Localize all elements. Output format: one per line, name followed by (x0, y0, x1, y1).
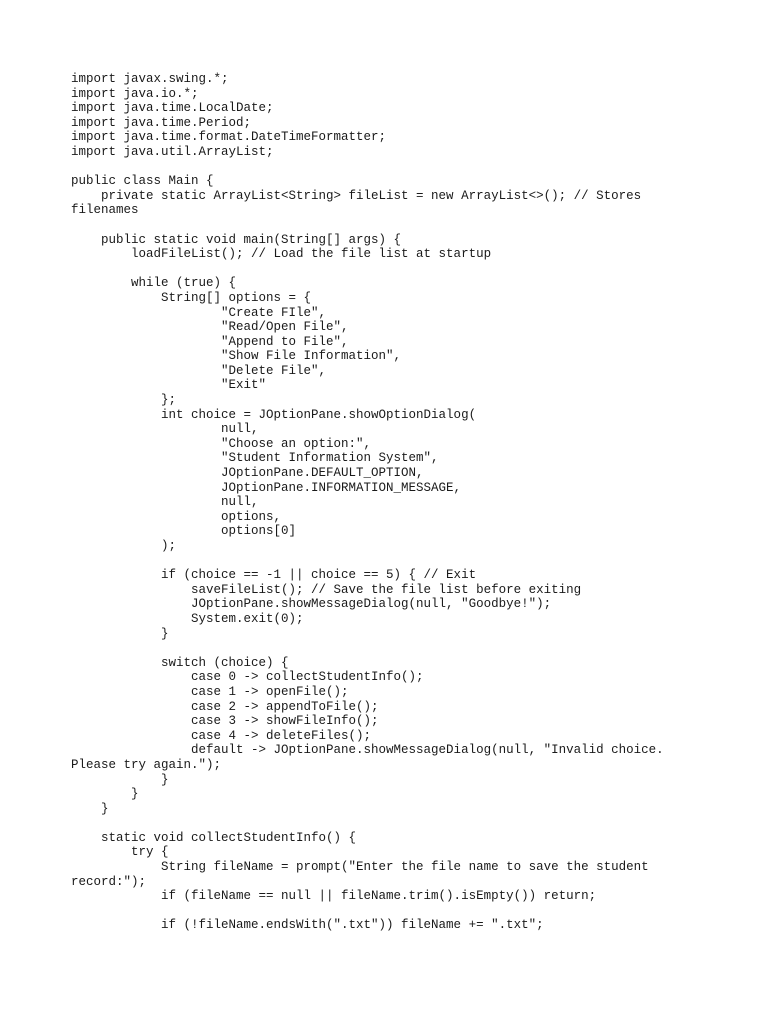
code-line: if (fileName == null || fileName.trim().isEmpty()) return; (71, 889, 597, 904)
code-line: record:"); (71, 874, 147, 889)
code-line (71, 641, 711, 656)
code-block (71, 72, 711, 933)
code-line: import java.time.format.DateTimeFormatter; (71, 130, 387, 145)
code-line: JOptionPane.DEFAULT_OPTION, (71, 466, 424, 481)
code-line: case 0 -> collectStudentInfo(); (71, 670, 424, 685)
code-line: int choice = JOptionPane.showOptionDialog( (71, 407, 477, 422)
code-line: System.exit(0); (71, 611, 304, 626)
code-line: public class Main { (71, 174, 214, 189)
code-line: } (71, 787, 139, 802)
code-line (71, 816, 711, 831)
code-line: } (71, 801, 109, 816)
code-line: loadFileList(); // Load the file list at startup (71, 247, 492, 262)
code-line (71, 160, 711, 175)
code-line: Please try again."); (71, 757, 222, 772)
code-line: case 1 -> openFile(); (71, 684, 349, 699)
code-line: null, (71, 495, 259, 510)
code-line: private static ArrayList<String> fileList = new ArrayList<>(); // Stores (71, 188, 642, 203)
code-line: import java.io.*; (71, 86, 199, 101)
code-line: static void collectStudentInfo() { (71, 830, 357, 845)
code-line: import java.time.Period; (71, 115, 252, 130)
code-line: options, (71, 509, 282, 524)
code-line: filenames (71, 203, 139, 218)
code-line: JOptionPane.showMessageDialog(null, "Goodbye!"); (71, 597, 552, 612)
code-line: } (71, 626, 169, 641)
code-line: "Choose an option:", (71, 436, 372, 451)
code-line: "Append to File", (71, 334, 349, 349)
code-line: ); (71, 539, 177, 553)
code-line: String[] options = { (71, 290, 312, 305)
code-line: "Show File Information", (71, 349, 402, 364)
code-line: } (71, 772, 169, 787)
code-line: case 4 -> deleteFiles(); (71, 728, 372, 743)
code-line: import java.time.LocalDate; (71, 101, 274, 116)
code-line (71, 554, 711, 569)
code-line: import java.util.ArrayList; (71, 144, 274, 159)
code-line: switch (choice) { (71, 655, 289, 670)
code-line: JOptionPane.INFORMATION_MESSAGE, (71, 480, 462, 495)
code-line: case 3 -> showFileInfo(); (71, 714, 379, 729)
code-line (71, 218, 711, 233)
code-line: try { (71, 845, 169, 860)
code-line: options[0] (71, 524, 297, 539)
code-line: "Delete File", (71, 363, 327, 378)
code-line: public static void main(String[] args) { (71, 232, 402, 247)
code-line: if (choice == -1 || choice == 5) { // Exit (71, 568, 477, 583)
code-line: case 2 -> appendToFile(); (71, 699, 379, 714)
code-line: }; (71, 393, 177, 408)
code-line: "Exit" (71, 378, 267, 393)
code-line: saveFileList(); // Save the file list before exiting (71, 582, 582, 597)
code-line: null, (71, 422, 259, 437)
code-line: String fileName = prompt("Enter the file name to save the student (71, 860, 649, 875)
code-line: import javax.swing.*; (71, 72, 229, 86)
code-line (71, 262, 711, 277)
code-line: while (true) { (71, 276, 237, 291)
code-line: "Student Information System", (71, 451, 439, 466)
code-line: if (!fileName.endsWith(".txt")) fileName += ".txt"; (71, 918, 544, 933)
code-line: "Create FIle", (71, 305, 327, 320)
code-line: default -> JOptionPane.showMessageDialog(null, "Invalid choice. (71, 743, 664, 758)
code-line (71, 904, 711, 919)
code-line: "Read/Open File", (71, 320, 349, 335)
